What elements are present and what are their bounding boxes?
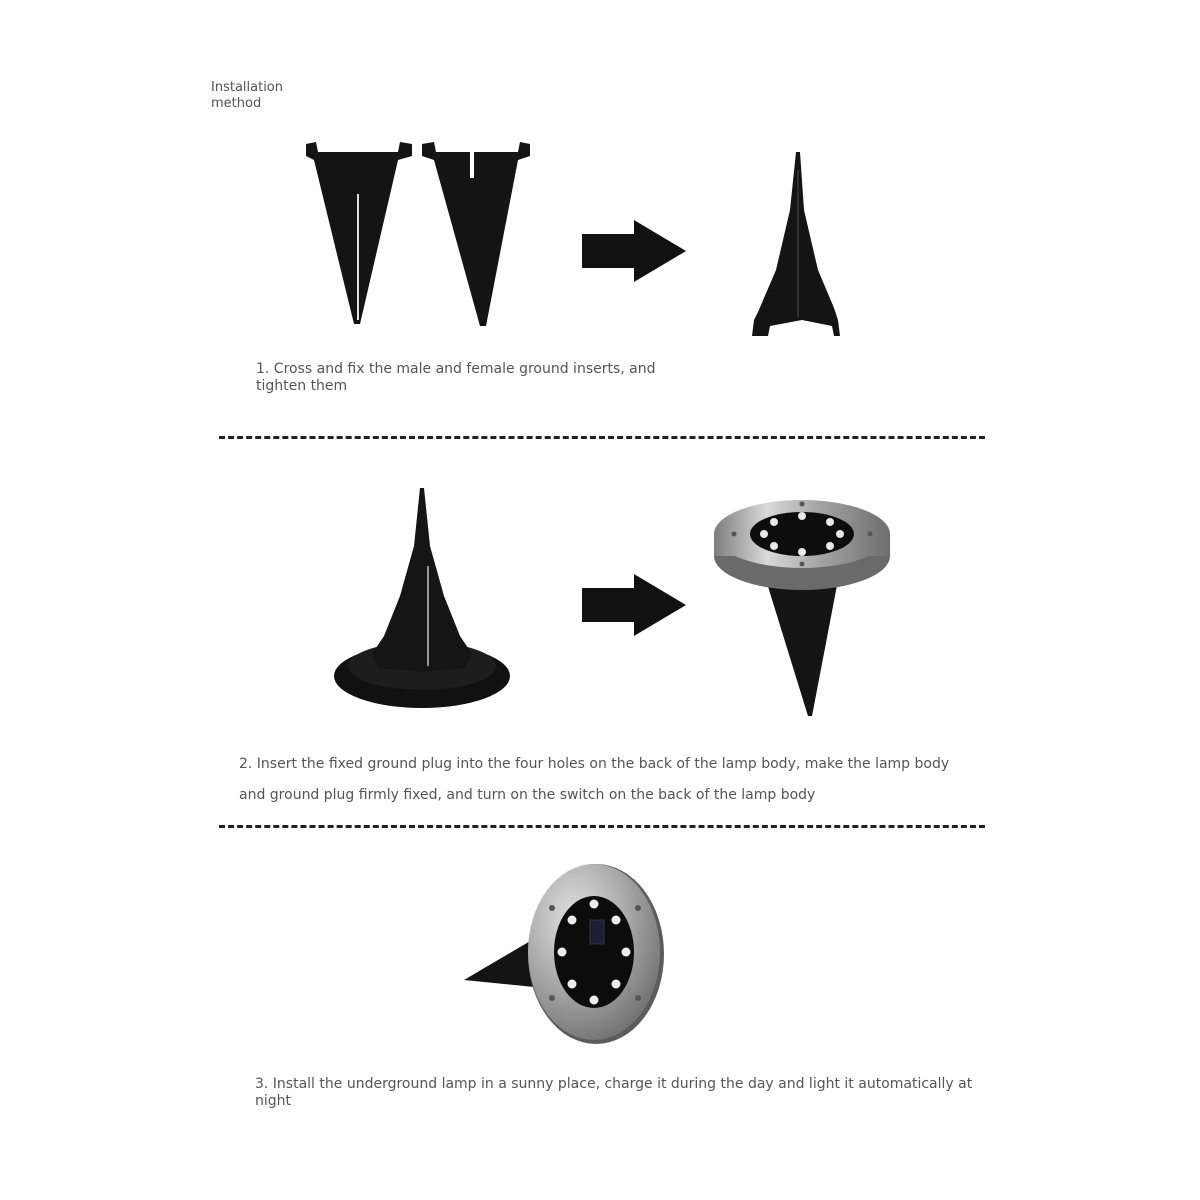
stake-halves-image	[300, 138, 540, 338]
dashed-divider	[219, 825, 985, 828]
dashed-divider	[219, 436, 985, 439]
stake-with-base-image	[332, 486, 512, 712]
step-2-caption: 2. Insert the fixed ground plug into the four holes on the back of the lamp body, make the lamp body and ground plug firmly fixed, and turn on the switch on the back of the lamp body	[239, 756, 950, 803]
assembled-stake-image	[748, 150, 842, 340]
arrow-right-icon	[580, 220, 688, 282]
step-3-caption: 3. Install the underground lamp in a sunny place, charge it during the day and light it automatically at night	[255, 1076, 973, 1109]
arrow-right-icon	[580, 574, 688, 636]
step-1-caption: 1. Cross and fix the male and female ground inserts, and tighten them	[256, 361, 656, 394]
assembled-lamp-image	[712, 494, 892, 718]
page-title: Installation method	[211, 80, 284, 111]
installed-lamp-image	[462, 862, 666, 1046]
